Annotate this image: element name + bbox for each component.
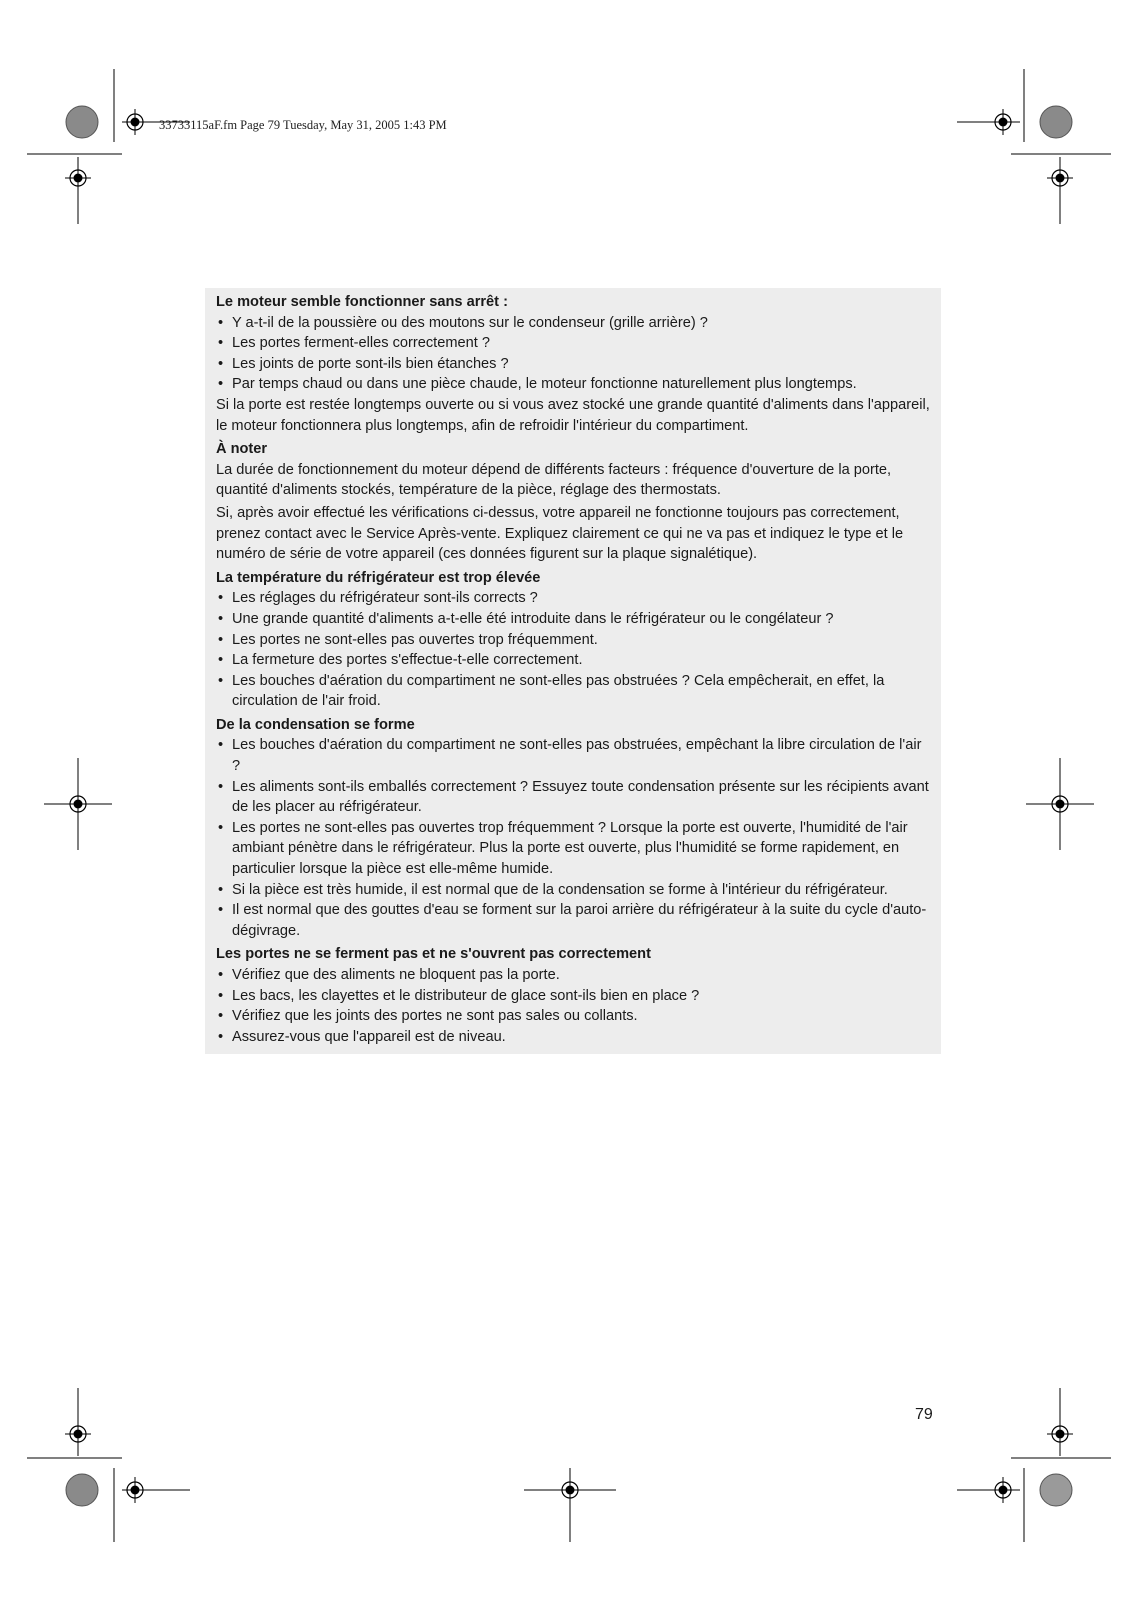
crop-mark-bottom-right	[957, 1388, 1111, 1542]
bullet-list	[216, 735, 931, 941]
troubleshooting-box	[205, 288, 941, 1054]
crop-mark-top-right	[957, 69, 1111, 224]
sunburst-mark	[1040, 106, 1072, 138]
registration-mark	[65, 791, 91, 817]
paragraph: Si la porte est restée longtemps ouverte ou si vous avez stocké une grande quantité d'aliments dans l'appareil, le moteur fonctionnera plus longtemps, afin de refroidir l'intérieur du compartiment.	[216, 396, 930, 434]
crop-mark-top-left	[27, 69, 190, 224]
print-header-file-info: 33733115aF.fm Page 79 Tuesday, May 31, 2005 1:43 PM	[159, 118, 447, 132]
registration-mark	[65, 165, 91, 191]
list-item: • Les portes ferment-elles correctement ?	[216, 333, 931, 354]
paragraph: Si, après avoir effectué les vérifications ci-dessus, votre appareil ne fonctionne toujours pas correctement, prenez contact avec le Service Après-vente. Expliquez clairement ce qui ne va pas et indiquez le type et le numéro de série de votre appareil (ces données figurent sur la plaque signalétique).	[216, 504, 904, 563]
section-title: Le moteur semble fonctionner sans arrêt :	[216, 294, 508, 310]
registration-mark	[122, 109, 148, 135]
list-item: • Si la pièce est très humide, il est normal que de la condensation se forme à l'intérieur du réfrigérateur.	[216, 880, 931, 901]
list-item: • La fermeture des portes s'effectue-t-elle correctement.	[216, 650, 931, 671]
registration-mark	[990, 109, 1016, 135]
bullet-list	[216, 313, 931, 395]
list-item: • Les portes ne sont-elles pas ouvertes trop fréquemment.	[216, 630, 931, 651]
section-title: La température du réfrigérateur est trop élevée	[216, 569, 541, 586]
bullet-list	[216, 588, 931, 712]
list-item: • Les bouches d'aération du compartiment ne sont-elles pas obstruées ? Cela empêcherait, en effet, la circulation de l'air froid.	[216, 671, 931, 712]
registration-mark	[122, 1477, 148, 1503]
section-title: Les portes ne se ferment pas et ne s'ouvrent pas correctement	[216, 946, 651, 963]
sunburst-mark	[66, 106, 98, 138]
registration-mark	[65, 1421, 91, 1447]
list-item: • Les réglages du réfrigérateur sont-ils corrects ?	[216, 588, 931, 609]
list-item: • Vérifiez que les joints des portes ne sont pas sales ou collants.	[216, 1006, 931, 1027]
list-item: • Les bacs, les clayettes et le distributeur de glace sont-ils bien en place ?	[216, 986, 931, 1007]
list-item: • Une grande quantité d'aliments a-t-elle été introduite dans le réfrigérateur ou le congélateur ?	[216, 609, 931, 630]
list-item: • Y a-t-il de la poussière ou des moutons sur le condenseur (grille arrière) ?	[216, 313, 931, 334]
registration-mark	[1047, 1421, 1073, 1447]
registration-mark	[557, 1477, 583, 1503]
registration-mark	[990, 1477, 1016, 1503]
list-item: • Vérifiez que des aliments ne bloquent pas la porte.	[216, 965, 931, 986]
registration-mark	[1047, 165, 1073, 191]
sunburst-mark	[1040, 1474, 1072, 1506]
section-title: À noter	[216, 441, 268, 458]
paragraph: La durée de fonctionnement du moteur dépend de différents facteurs : fréquence d'ouverture de la porte, quantité d'aliments stockés, température de la pièce, réglage des thermostats.	[216, 461, 892, 499]
list-item: • Il est normal que des gouttes d'eau se forment sur la paroi arrière du réfrigérateur à la suite du cycle d'auto-dégivrage.	[216, 900, 931, 941]
sunburst-mark	[66, 1474, 98, 1506]
bullet-list	[216, 965, 931, 1047]
list-item: • Par temps chaud ou dans une pièce chaude, le moteur fonctionne naturellement plus longtemps.	[216, 374, 931, 395]
crop-mark-bottom-left	[27, 1388, 190, 1542]
list-item: • Assurez-vous que l'appareil est de niveau.	[216, 1027, 931, 1048]
list-item: • Les aliments sont-ils emballés correctement ? Essuyez toute condensation présente sur les récipients avant de les placer au réfrigérateur.	[216, 777, 931, 818]
page-number: 79	[915, 1406, 933, 1423]
section-title: De la condensation se forme	[216, 716, 415, 733]
list-item: • Les bouches d'aération du compartiment ne sont-elles pas obstruées, empêchant la libre circulation de l'air ?	[216, 735, 931, 776]
list-item: • Les joints de porte sont-ils bien étanches ?	[216, 354, 931, 375]
list-item: • Les portes ne sont-elles pas ouvertes trop fréquemment ? Lorsque la porte est ouverte, l'humidité de l'air ambiant pénètre dans le réfrigérateur. Plus la porte est ouverte, plus l'humidité se forme rapidement, en particulier lorsque la pièce est elle-même humide.	[216, 818, 931, 880]
registration-mark	[1047, 791, 1073, 817]
